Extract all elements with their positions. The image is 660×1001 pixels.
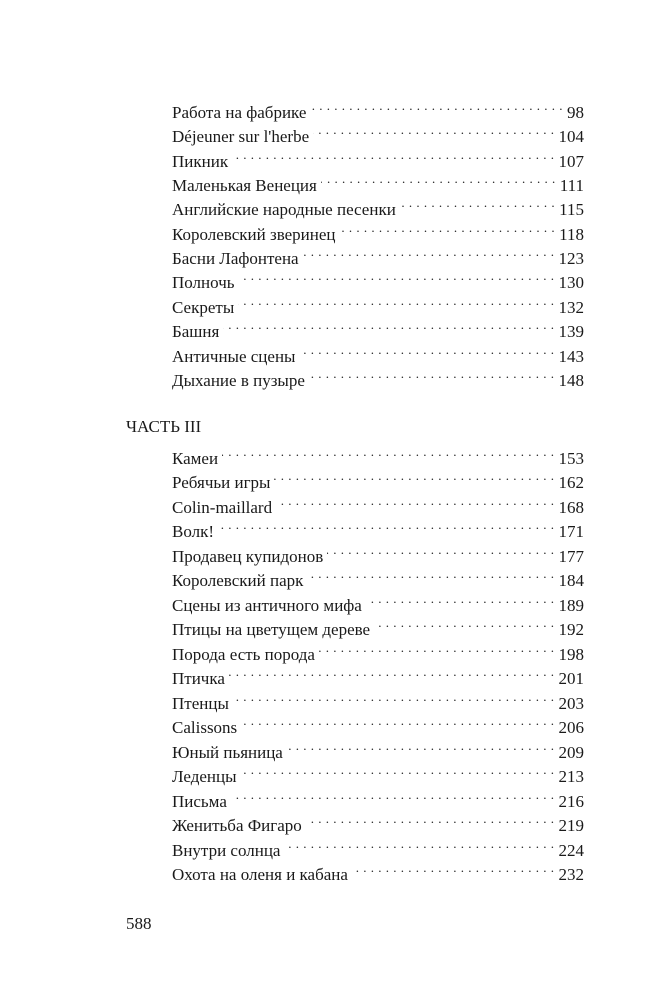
dot-leader [303,240,555,264]
dot-leader [307,562,554,586]
dot-leader [238,289,554,313]
toc-entry-title: Королевский зверинец [172,225,336,244]
dot-leader [287,734,555,758]
toc-entry [172,191,584,219]
dot-leader [284,832,554,856]
dot-leader [309,362,555,386]
toc-entry-title: Английские народные песенки [172,200,396,219]
dot-leader [218,513,554,537]
toc-entry-page: 201 [558,669,584,688]
toc-entry-title: Colin-maillard [172,498,273,517]
toc-entry [172,562,584,590]
toc-entry [172,338,584,366]
toc-entry [172,216,584,244]
dot-leader [241,709,554,733]
toc-entry [172,313,584,341]
dot-leader [276,489,554,513]
toc-entry-title: Камеи [172,449,219,468]
toc-entry [172,685,584,713]
dot-leader [241,758,555,782]
toc-entry-page: 189 [558,596,584,615]
toc-entry-title: Полночь [172,273,235,292]
toc-entry-page: 219 [558,816,584,835]
toc-entry-page: 162 [558,473,584,492]
toc-entry-page: 118 [559,225,584,244]
dot-leader [319,636,555,660]
toc-entry [172,440,584,468]
toc-entry-page: 171 [558,522,584,541]
dot-leader [352,856,555,880]
toc-entry [172,758,584,786]
toc-entry [172,832,584,860]
dot-leader [232,143,554,167]
toc-entry-title: Птенцы [172,694,229,713]
dot-leader [229,660,555,684]
toc-entry-title: Античные сцены [172,347,296,366]
toc-entry-title: Птичка [172,669,225,688]
toc-entry [172,94,584,122]
toc-entry-page: 123 [558,249,584,268]
toc-entry-page: 139 [558,322,584,341]
toc-entry-title: Башня [172,322,220,341]
toc-entry-page: 184 [558,571,584,590]
dot-leader [299,338,554,362]
dot-leader [274,464,554,488]
toc-entry-page: 216 [558,792,584,811]
toc-entry-page: 192 [558,620,584,639]
toc-entry-title: Женитьба Фигаро [172,816,302,835]
dot-leader [310,94,563,118]
toc-entry [172,489,584,517]
toc-entry [172,856,584,884]
toc-entry-title: Calissons [172,718,238,737]
toc-entry-title: Леденцы [172,767,237,786]
dot-leader [306,807,555,831]
toc-entry-title: Работа на фабрике [172,103,307,122]
toc-entry-page: 206 [558,718,584,737]
toc-entry-title: Юный пьяница [172,743,283,762]
toc-entry-title: Déjeuner sur l'herbe [172,127,310,146]
page-number: 588 [126,914,152,933]
toc-entry [172,143,584,171]
toc-entry [172,240,584,268]
dot-leader [223,313,554,337]
dot-leader [366,587,555,611]
toc-entry-page: 111 [559,176,584,195]
toc-entry-page: 115 [559,200,584,219]
toc-entry [172,264,584,292]
dot-leader [231,783,555,807]
dot-leader [233,685,555,709]
dot-leader [239,264,555,288]
toc-entry-title: Басни Лафонтена [172,249,299,268]
dot-leader [327,538,554,562]
toc-entry [172,362,584,390]
toc-entry-page: 224 [558,841,584,860]
toc-entry [172,636,584,664]
dot-leader [374,611,554,635]
toc-entry [172,118,584,146]
toc-entry [172,611,584,639]
toc-entry-page: 143 [558,347,584,366]
toc-entry-title: Письма [172,792,227,811]
toc-entry-page: 177 [558,547,584,566]
toc-entry-title: Внутри солнца [172,841,281,860]
toc-entry-title: Секреты [172,298,235,317]
dot-leader [340,216,556,240]
dot-leader [321,167,556,191]
toc-entry [172,587,584,615]
toc-entry-title: Ребячьи игры [172,473,271,492]
toc-entry-page: 232 [558,865,584,884]
toc-entry-page: 132 [558,298,584,317]
toc-entry [172,783,584,811]
toc-entry-page: 130 [558,273,584,292]
toc-entry-page: 107 [558,152,584,171]
dot-leader [313,118,554,142]
toc-entry [172,807,584,835]
toc-entry [172,167,584,195]
toc-entry [172,734,584,762]
toc-entry-page: 203 [558,694,584,713]
toc-entry-page: 198 [558,645,584,664]
part-heading: ЧАСТЬ III [126,417,202,436]
toc-entry-title: Охота на оленя и кабана [172,865,348,884]
toc-entry-title: Сцены из античного мифа [172,596,362,615]
toc-entry-title: Волк! [172,522,215,541]
toc-entry [172,513,584,541]
toc-entry-page: 153 [558,449,584,468]
toc-entry-page: 98 [567,103,584,122]
dot-leader [400,191,555,215]
toc-entry [172,464,584,492]
toc-entry [172,660,584,688]
toc-entry [172,538,584,566]
toc-entry-title: Продавец купидонов [172,547,324,566]
toc-entry-title: Королевский парк [172,571,304,590]
toc-entry-title: Дыхание в пузыре [172,371,305,390]
toc-entry-title: Порода есть порода [172,645,315,664]
toc-entry-page: 148 [558,371,584,390]
toc-entry-page: 168 [558,498,584,517]
toc-entry-title: Птицы на цветущем дереве [172,620,371,639]
toc-entry-page: 209 [558,743,584,762]
dot-leader [222,440,554,464]
toc-entry [172,709,584,737]
toc-entry-title: Пикник [172,152,229,171]
toc-entry-page: 213 [558,767,584,786]
toc-entry [172,289,584,317]
toc-entry-page: 104 [558,127,584,146]
toc-entry-title: Маленькая Венеция [172,176,317,195]
